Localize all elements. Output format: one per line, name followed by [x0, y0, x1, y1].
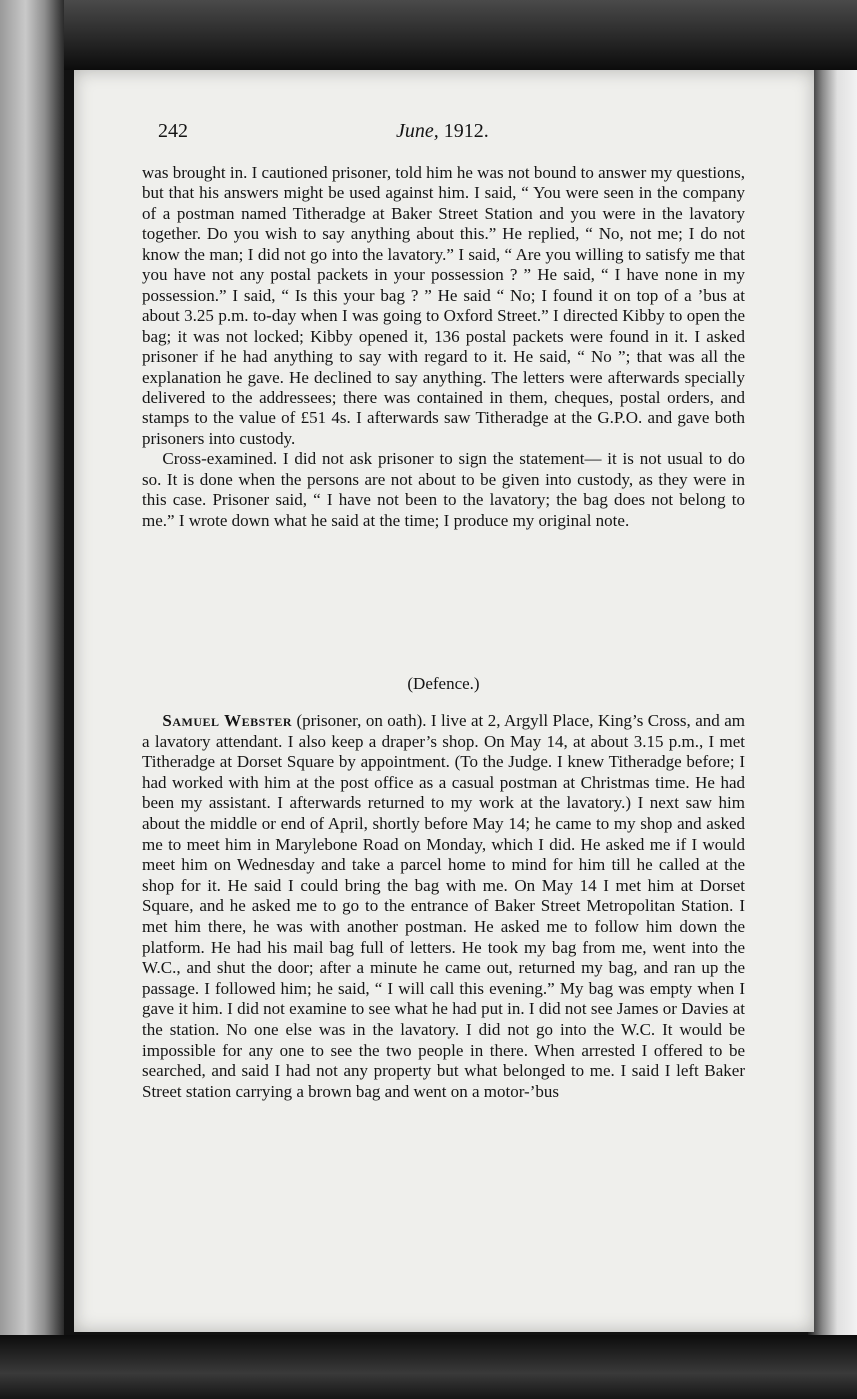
page-paper: [74, 70, 814, 1332]
defence-text: [142, 711, 745, 1102]
top-shadow-band: [64, 0, 857, 70]
testimony-text: [142, 163, 745, 531]
bottom-shadow-band: [0, 1335, 857, 1399]
paragraph-evidence: was brought in. I cautioned prisoner, told him he was not bound to answer my questions, but that his answers might be used against him. I said, “ You were seen in the company of a postman named Titheradge at Baker Street Station and you were in the lavatory together. Do you wish to say anything about this.” He replied, “ No, not me; I do not know the man; I did not go into the lavatory.” I said, “ Are you willing to satisfy me that you have not any postal packets in your possession ? ” He said, “ I have none in my possession.” I said, “ Is this your bag ? ” He said “ No; I found it on top of a ’bus at about 3.25 p.m. to-day when I was going to Oxford Street.” I directed Kibby to open the bag; it was not locked; Kibby opened it, 136 postal packets were found in it. I asked prisoner if he had anything to say with regard to it. He said, “ No ”; that was all the explanation he gave. He declined to say anything. The letters were afterwards specially delivered to the addressees; there was contained in them, cheques, postal orders, and stamps to the value of £51 4s. I afterwards saw Titheradge at the G.P.O. and gave both prisoners into custody.: [142, 163, 745, 448]
witness-name: Samuel Webster: [162, 711, 293, 730]
right-page-edge: [808, 70, 857, 1335]
paragraph-defence: [142, 711, 745, 1102]
defence-testimony: (prisoner, on oath). I live at 2, Argyll Place, King’s Cross, and am a lavatory attendant. I also keep a draper’s shop. On May 14, at about 3.15 p.m., I met Titheradge at Dorset Square by appointment. (To the Judge. I knew Titheradge before; I had worked with him at the post office as a casual postman at Christmas time. He had been my assistant. I afterwards returned to my work at the lavatory.) I next saw him about the middle or end of April, shortly before May 14; he came to my shop and asked me to meet him in Marylebone Road on Monday, which I did. He asked me if I would meet him on Wednesday and take a parcel home to mind for him till he called at the shop for it. He said I could bring the bag with me. On May 14 I met him at Dorset Square, and he asked me to go to the entrance of Baker Street Metropolitan Station. I met him there, he was with another postman. He asked me to follow him down the platform. He had his mail bag full of letters. He took my bag from me, went into the W.C., and shut the door; after a minute he came out, returned my bag, and ran up the passage. I followed him; he said, “ I will call this evening.” My bag was empty when I gave it him. I did not examine to see what he had put in. I did not see James or Davies at the station. No one else was in the lavatory. I did not go into the W.C. It would be impossible for any one to see the two people in there. When arrested I offered to be searched, and said I had not any property but what belonged to me. I said I left Baker Street station carrying a brown bag and went on a motor-’bus: [142, 711, 745, 1101]
left-page-edge: [0, 0, 64, 1399]
page-header: [158, 120, 718, 146]
running-head-month: June,: [396, 120, 439, 142]
running-head-year: 1912.: [443, 120, 489, 142]
paragraph-cross-examined: Cross-examined. I did not ask prisoner to sign the statement— it is not usual to do so. It is done when the persons are not about to be given into custody, as they were in this case. Prisoner said, “ I have not been to the lavatory; the bag does not belong to me.” I wrote down what he said at the time; I produce my original note.: [142, 449, 745, 530]
running-head: [396, 120, 489, 143]
section-heading: (Defence.): [407, 674, 480, 693]
page-number: 242: [158, 120, 188, 142]
